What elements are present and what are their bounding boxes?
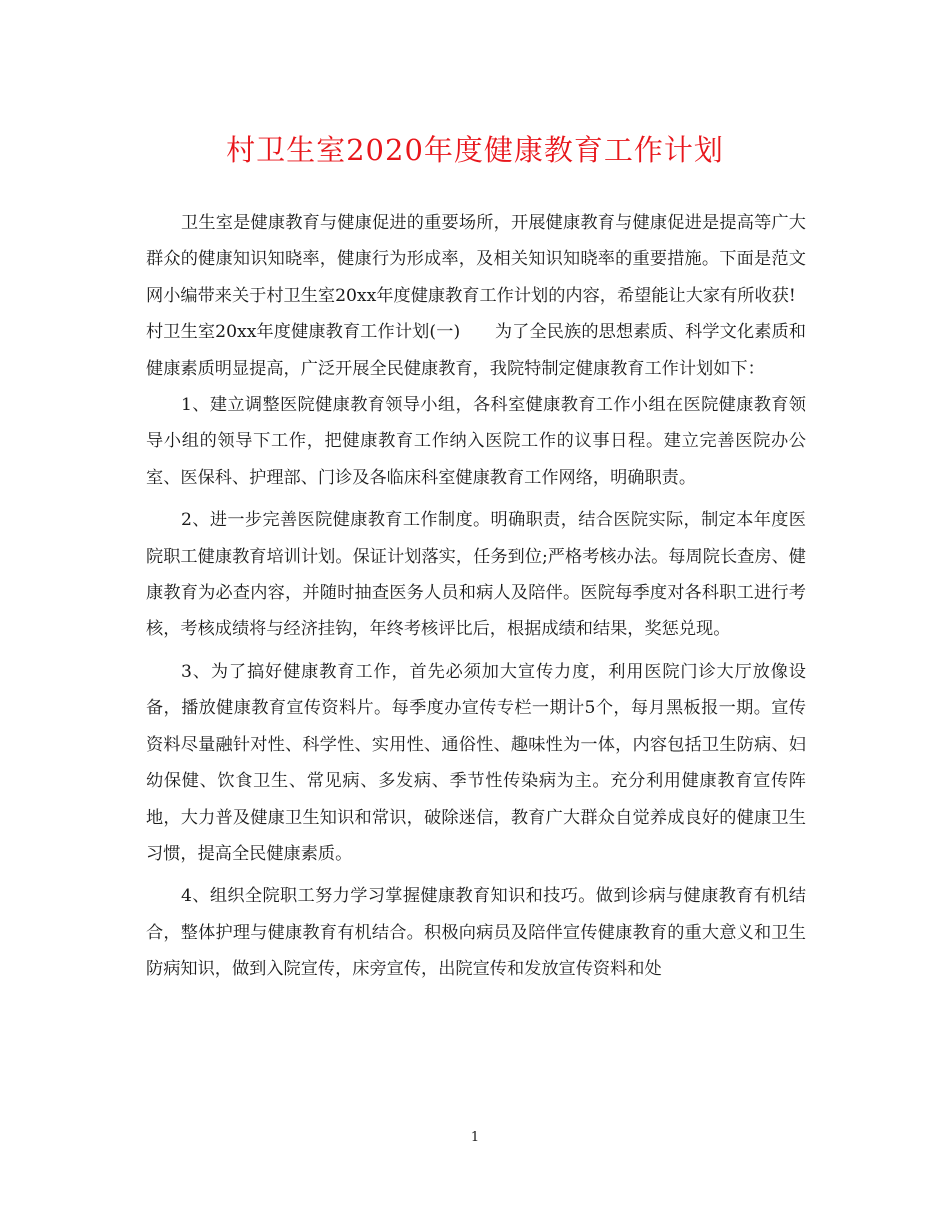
document-title: 村卫生室2020年度健康教育工作计划 xyxy=(226,133,724,167)
paragraph-item-1: 1、建立调整医院健康教育领导小组，各科室健康教育工作小组在医院健康教育领导小组的领导下工作，把健康教育工作纳入医院工作的议事日程。建立完善医院办公室、医保科、护理部、门诊及各临床科室健康教育工作网络，明确职责。 xyxy=(146,395,806,488)
paragraph-plan-heading: 村卫生室20xx年度健康教育工作计划(一) 为了全民族的思想素质、科学文化素质和健康素质明显提高，广泛开展全民健康教育，我院特制定健康教育工作计划如下： xyxy=(146,322,806,379)
page-number: 1 xyxy=(470,1130,480,1145)
document-body xyxy=(146,205,806,988)
paragraph-item-2: 2、进一步完善医院健康教育工作制度。明确职责，结合医院实际，制定本年度医院职工健康教育培训计划。保证计划落实，任务到位;严格考核办法。每周院长查房、健康教育为必查内容，并随时抽查医务人员和病人及陪伴。医院每季度对各科职工进行考核，考核成绩将与经济挂钩，年终考核评比后，根据成绩和结果，奖惩兑现。 xyxy=(146,510,806,640)
paragraph-item-4: 4、组织全院职工努力学习掌握健康教育知识和技巧。做到诊病与健康教育有机结合，整体护理与健康教育有机结合。积极向病员及陪伴宣传健康教育的重大意义和卫生防病知识，做到入院宣传，床旁宣传，出院宣传和发放宣传资料和处 xyxy=(146,886,806,980)
paragraph-item-3: 3、为了搞好健康教育工作，首先必须加大宣传力度，利用医院门诊大厅放像设备，播放健康教育宣传资料片。每季度办宣传专栏一期计5个，每月黑板报一期。宣传资料尽量融针对性、科学性、实用性、通俗性、趣味性为一体，内容包括卫生防病、妇幼保健、饮食卫生、常见病、多发病、季节性传染病为主。充分利用健康教育宣传阵地，大力普及健康卫生知识和常识，破除迷信，教育广大群众自觉养成良好的健康卫生习惯，提高全民健康素质。 xyxy=(146,661,806,864)
paragraph-intro: 卫生室是健康教育与健康促进的重要场所，开展健康教育与健康促进是提高等广大群众的健康知识知晓率，健康行为形成率，及相关知识知晓率的重要措施。下面是范文网小编带来关于村卫生室20xx年度健康教育工作计划的内容，希望能让大家有所收获! xyxy=(146,213,806,306)
